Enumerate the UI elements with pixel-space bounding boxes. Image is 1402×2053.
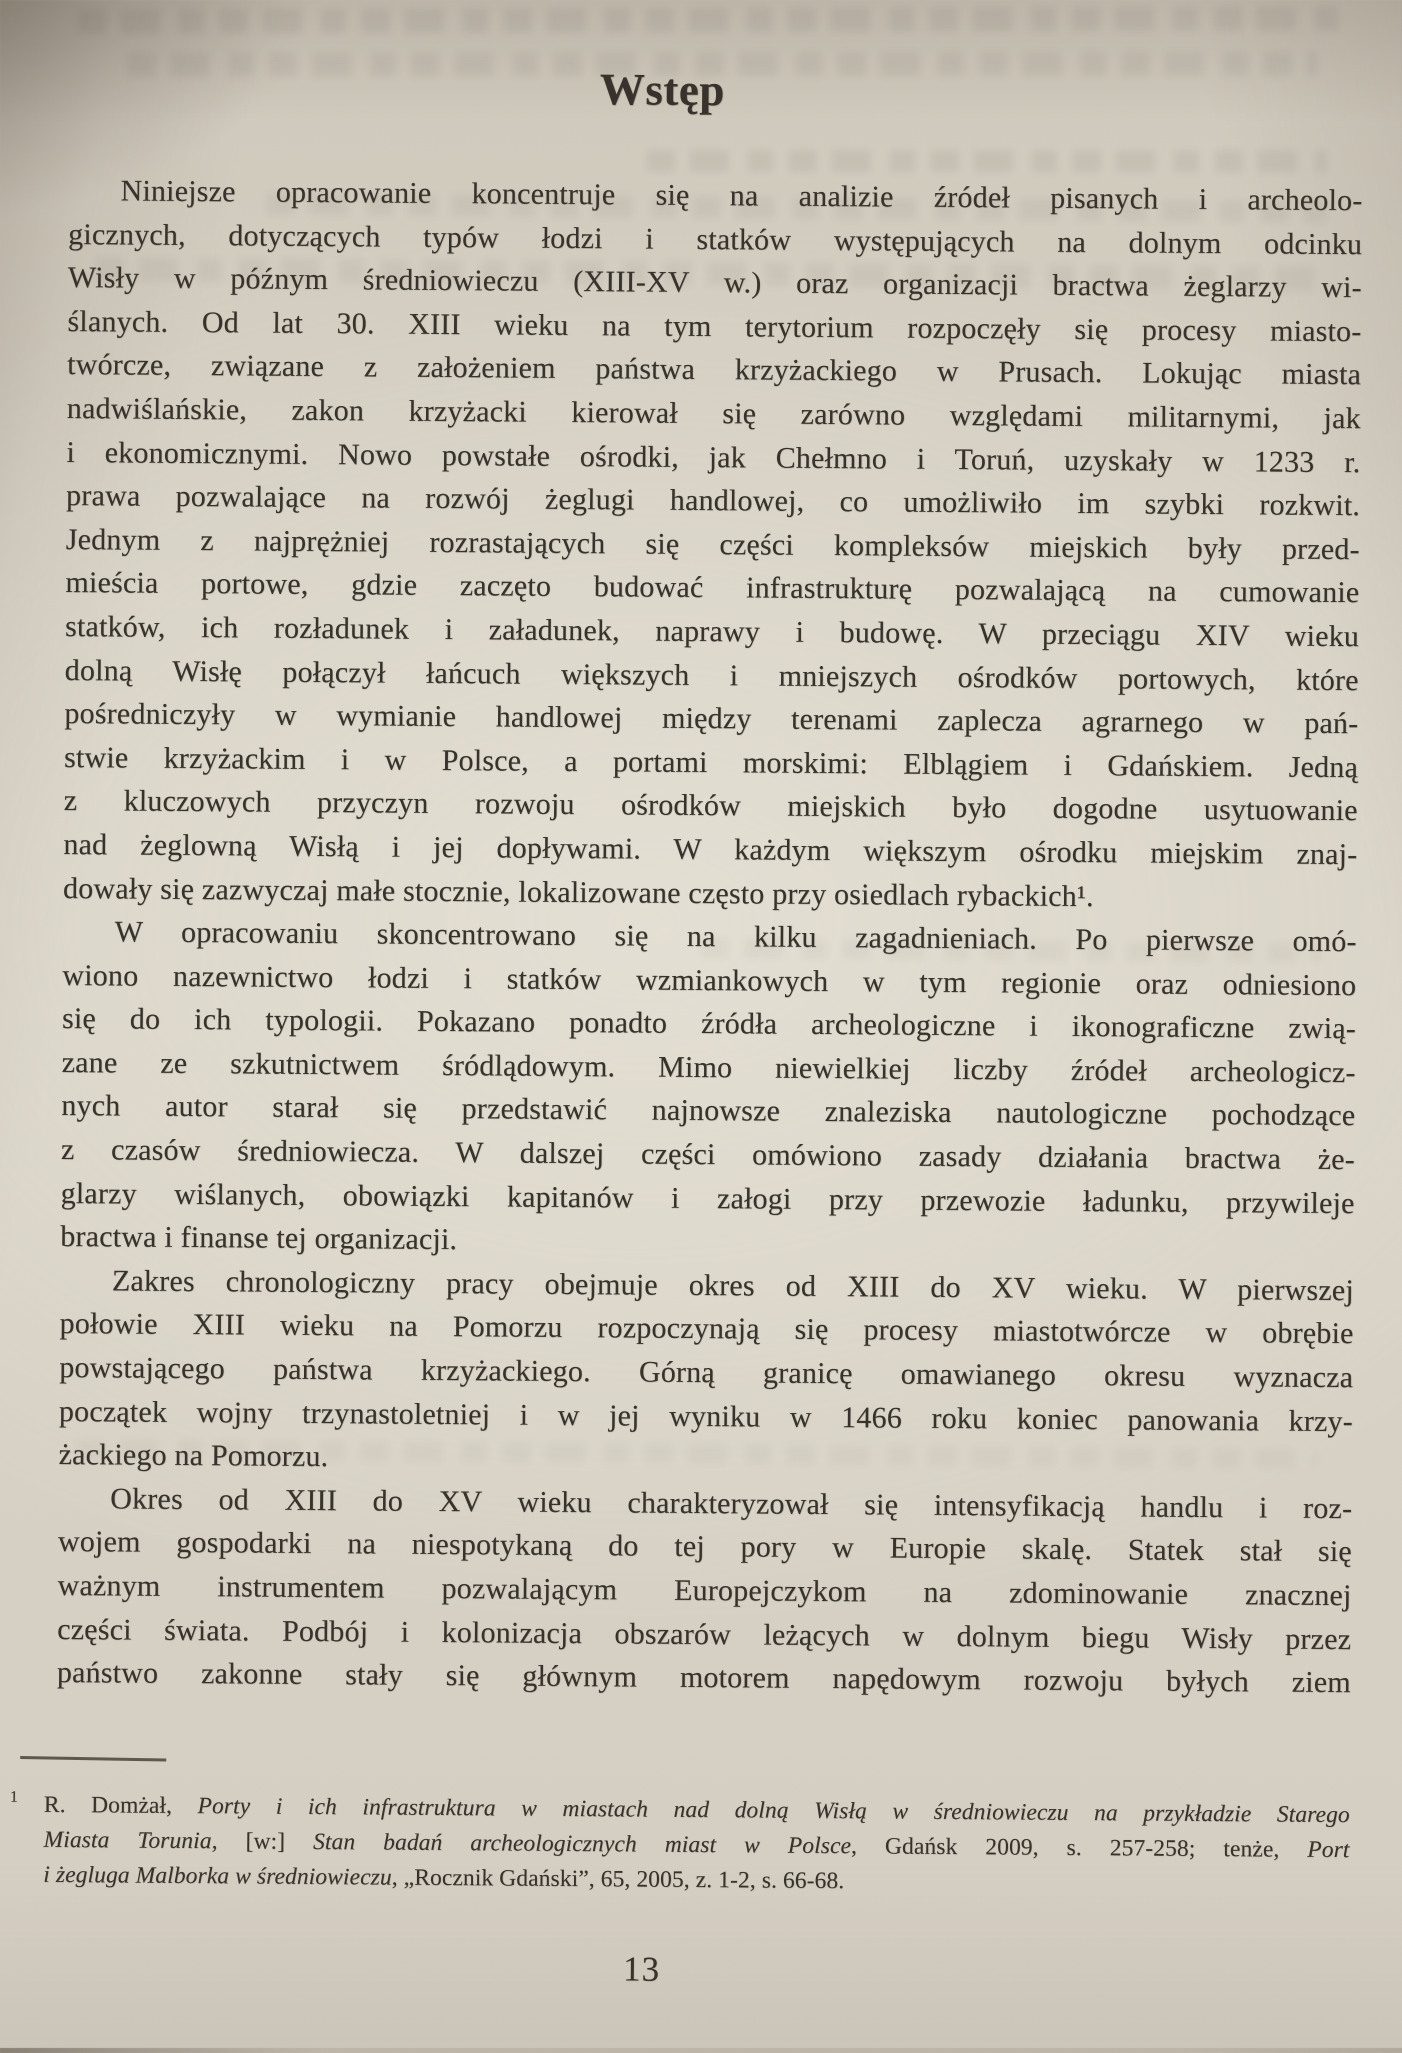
text-line: ślanych. Od lat 30. XIII wieku na tym terytorium rozpoczęły się procesy miasto- xyxy=(67,304,1362,348)
footnote xyxy=(9,1788,1350,1903)
paragraph xyxy=(58,1259,1354,1487)
text-line: bractwa i finanse tej organizacji. xyxy=(60,1220,458,1257)
text-line: wojem gospodarki na niespotykaną do tej pory w Europie skalę. Statek stał się xyxy=(57,1525,1353,1569)
text-line: pośredniczyły w wymianie handlowej między terenami zaplecza agrarnego w pań- xyxy=(64,697,1359,741)
text-line: dowały się zazwyczaj małe stocznie, lokalizowane często przy osiedlach rybackich¹. xyxy=(62,871,1094,913)
footnote-text: , Gdańsk 2009, s. 257-258; tenże, xyxy=(850,1832,1308,1863)
text-line: Wisły w późnym średniowieczu (XIII-XV w.) oraz organizacji bractwa żeglarzy wi- xyxy=(67,261,1362,305)
page-number: 13 xyxy=(622,1949,661,1989)
text-line: i ekonomicznymi. Nowo powstałe ośrodki, jak Chełmno i Toruń, uzyskały w 1233 r. xyxy=(66,435,1361,479)
text-line: W opracowaniu skoncentrowano się na kilku zagadnieniach. Po pierwsze omó- xyxy=(114,915,1357,959)
text-line: żackiego na Pomorzu. xyxy=(58,1438,329,1474)
text-line: wiono nazewnictwo łodzi i statków wzmiankowych w tym regionie oraz odniesiono xyxy=(62,958,1357,1002)
footnote-marker: 1 xyxy=(9,1788,19,1806)
footnote-separator xyxy=(20,1756,166,1761)
text-line: Zakres chronologiczny pracy obejmuje okres od XIII do XV wieku. W pierwszej xyxy=(111,1264,1355,1307)
footnote-text: R. Domżał, xyxy=(43,1791,198,1819)
footnote-title-italic: Porty i ich infrastruktura w miastach nad dolną Wisłą w średniowieczu na przykładzie Starego xyxy=(197,1792,1350,1828)
text-line: prawa pozwalające na rozwój żeglugi handlowej, co umożliwiło im szybki rozkwit. xyxy=(66,479,1361,523)
text-line: gicznych, dotyczących typów łodzi i statków występujących na dolnym odcinku xyxy=(68,217,1363,261)
text-line: się do ich typologii. Pokazano ponadto źródła archeologiczne i ikonograficzne zwią- xyxy=(61,1002,1357,1046)
text-line: nadwiślańskie, zakon krzyżacki kierował się zarówno względami militarnymi, jak xyxy=(66,391,1361,436)
text-line: twórcze, związane z założeniem państwa krzyżackiego w Prusach. Lokując miasta xyxy=(67,348,1362,392)
text-line: państwo zakonne stały się głównym motorem napędowym rozwoju byłych ziem xyxy=(56,1656,1351,1700)
text-line: glarzy wiślanych, obowiązki kapitanów i załogi przy przewozie ładunku, przywileje xyxy=(60,1176,1355,1220)
footnote-text: [w:] xyxy=(217,1828,314,1855)
text-line: początek wojny trzynastoletniej i w jej wyniku w 1466 roku koniec panowania krzy- xyxy=(58,1394,1354,1438)
text-line: dolną Wisłę połączył łańcuch większych i mniejszych ośrodków portowych, które xyxy=(64,653,1359,697)
text-line: powstającego państwa krzyżackiego. Górną granicę omawianego okresu wyznacza xyxy=(59,1351,1354,1395)
page-title: Wstęp xyxy=(599,64,726,116)
text-line: statków, ich rozładunek i załadunek, naprawy i budowę. W przeciągu XIV wieku xyxy=(64,609,1360,654)
paragraph xyxy=(60,910,1357,1269)
text-line: stwie krzyżackim i w Polsce, a portami morskimi: Elblągiem i Gdańskiem. Jedną xyxy=(63,740,1359,784)
body-text xyxy=(0,169,1402,1706)
footnote-title-italic: i żegluga Malborka w średniowieczu xyxy=(43,1861,392,1891)
bleedthrough-artifact xyxy=(647,150,1327,173)
footnote-title-italic: Stan badań archeologicznych miast w Polsce xyxy=(312,1828,852,1859)
text-line: Okres od XIII do XV wieku charakteryzował się intensyfikacją handlu i roz- xyxy=(110,1482,1353,1525)
footnote-title-italic: Miasta Torunia, xyxy=(43,1826,218,1855)
footnote-title-italic: Port xyxy=(1307,1836,1350,1863)
text-line: Jednym z najprężniej rozrastających się części kompleksów miejskich były przed- xyxy=(65,522,1360,566)
paragraph xyxy=(57,1477,1353,1705)
bleedthrough-artifact xyxy=(78,6,1338,33)
text-line: nych autor starał się przedstawić najnowsze znaleziska nautologiczne pochodzące xyxy=(61,1089,1356,1133)
text-line: części świata. Podbój i kolonizacja obszarów leżących w dolnym biegu Wisły przez xyxy=(57,1612,1352,1656)
text-line: ważnym instrumentem pozwalającym Europejczykom na zdominowanie znacznej xyxy=(57,1568,1352,1613)
text-line: mieścia portowe, gdzie zaczęto budować infrastrukturę pozwalającą na cumowanie xyxy=(65,566,1360,610)
text-line: nad żeglowną Wisłą i jej dopływami. W każdym większym ośrodku miejskim znaj- xyxy=(63,827,1358,872)
text-line: z kluczowych przyczyn rozwoju ośrodków miejskich było dogodne usytuowanie xyxy=(63,784,1358,828)
text-line: zane ze szkutnictwem śródlądowym. Mimo niewielkiej liczby źródeł archeologicz- xyxy=(61,1045,1356,1090)
text-line: połowie XIII wieku na Pomorzu rozpoczynają się procesy miastotwórcze w obrębie xyxy=(59,1307,1354,1351)
footnote-text: , „Rocznik Gdański”, 65, 2005, z. 1-2, s. 66-68. xyxy=(391,1864,845,1894)
footnote-lines xyxy=(43,1788,1350,1903)
paragraph xyxy=(63,169,1363,920)
text-line: Niniejsze opracowanie koncentruje się na analizie źródeł pisanych i archeolo- xyxy=(120,174,1363,218)
text-line: z czasów średniowiecza. W dalszej części omówiono zasady działania bractwa że- xyxy=(60,1133,1356,1177)
